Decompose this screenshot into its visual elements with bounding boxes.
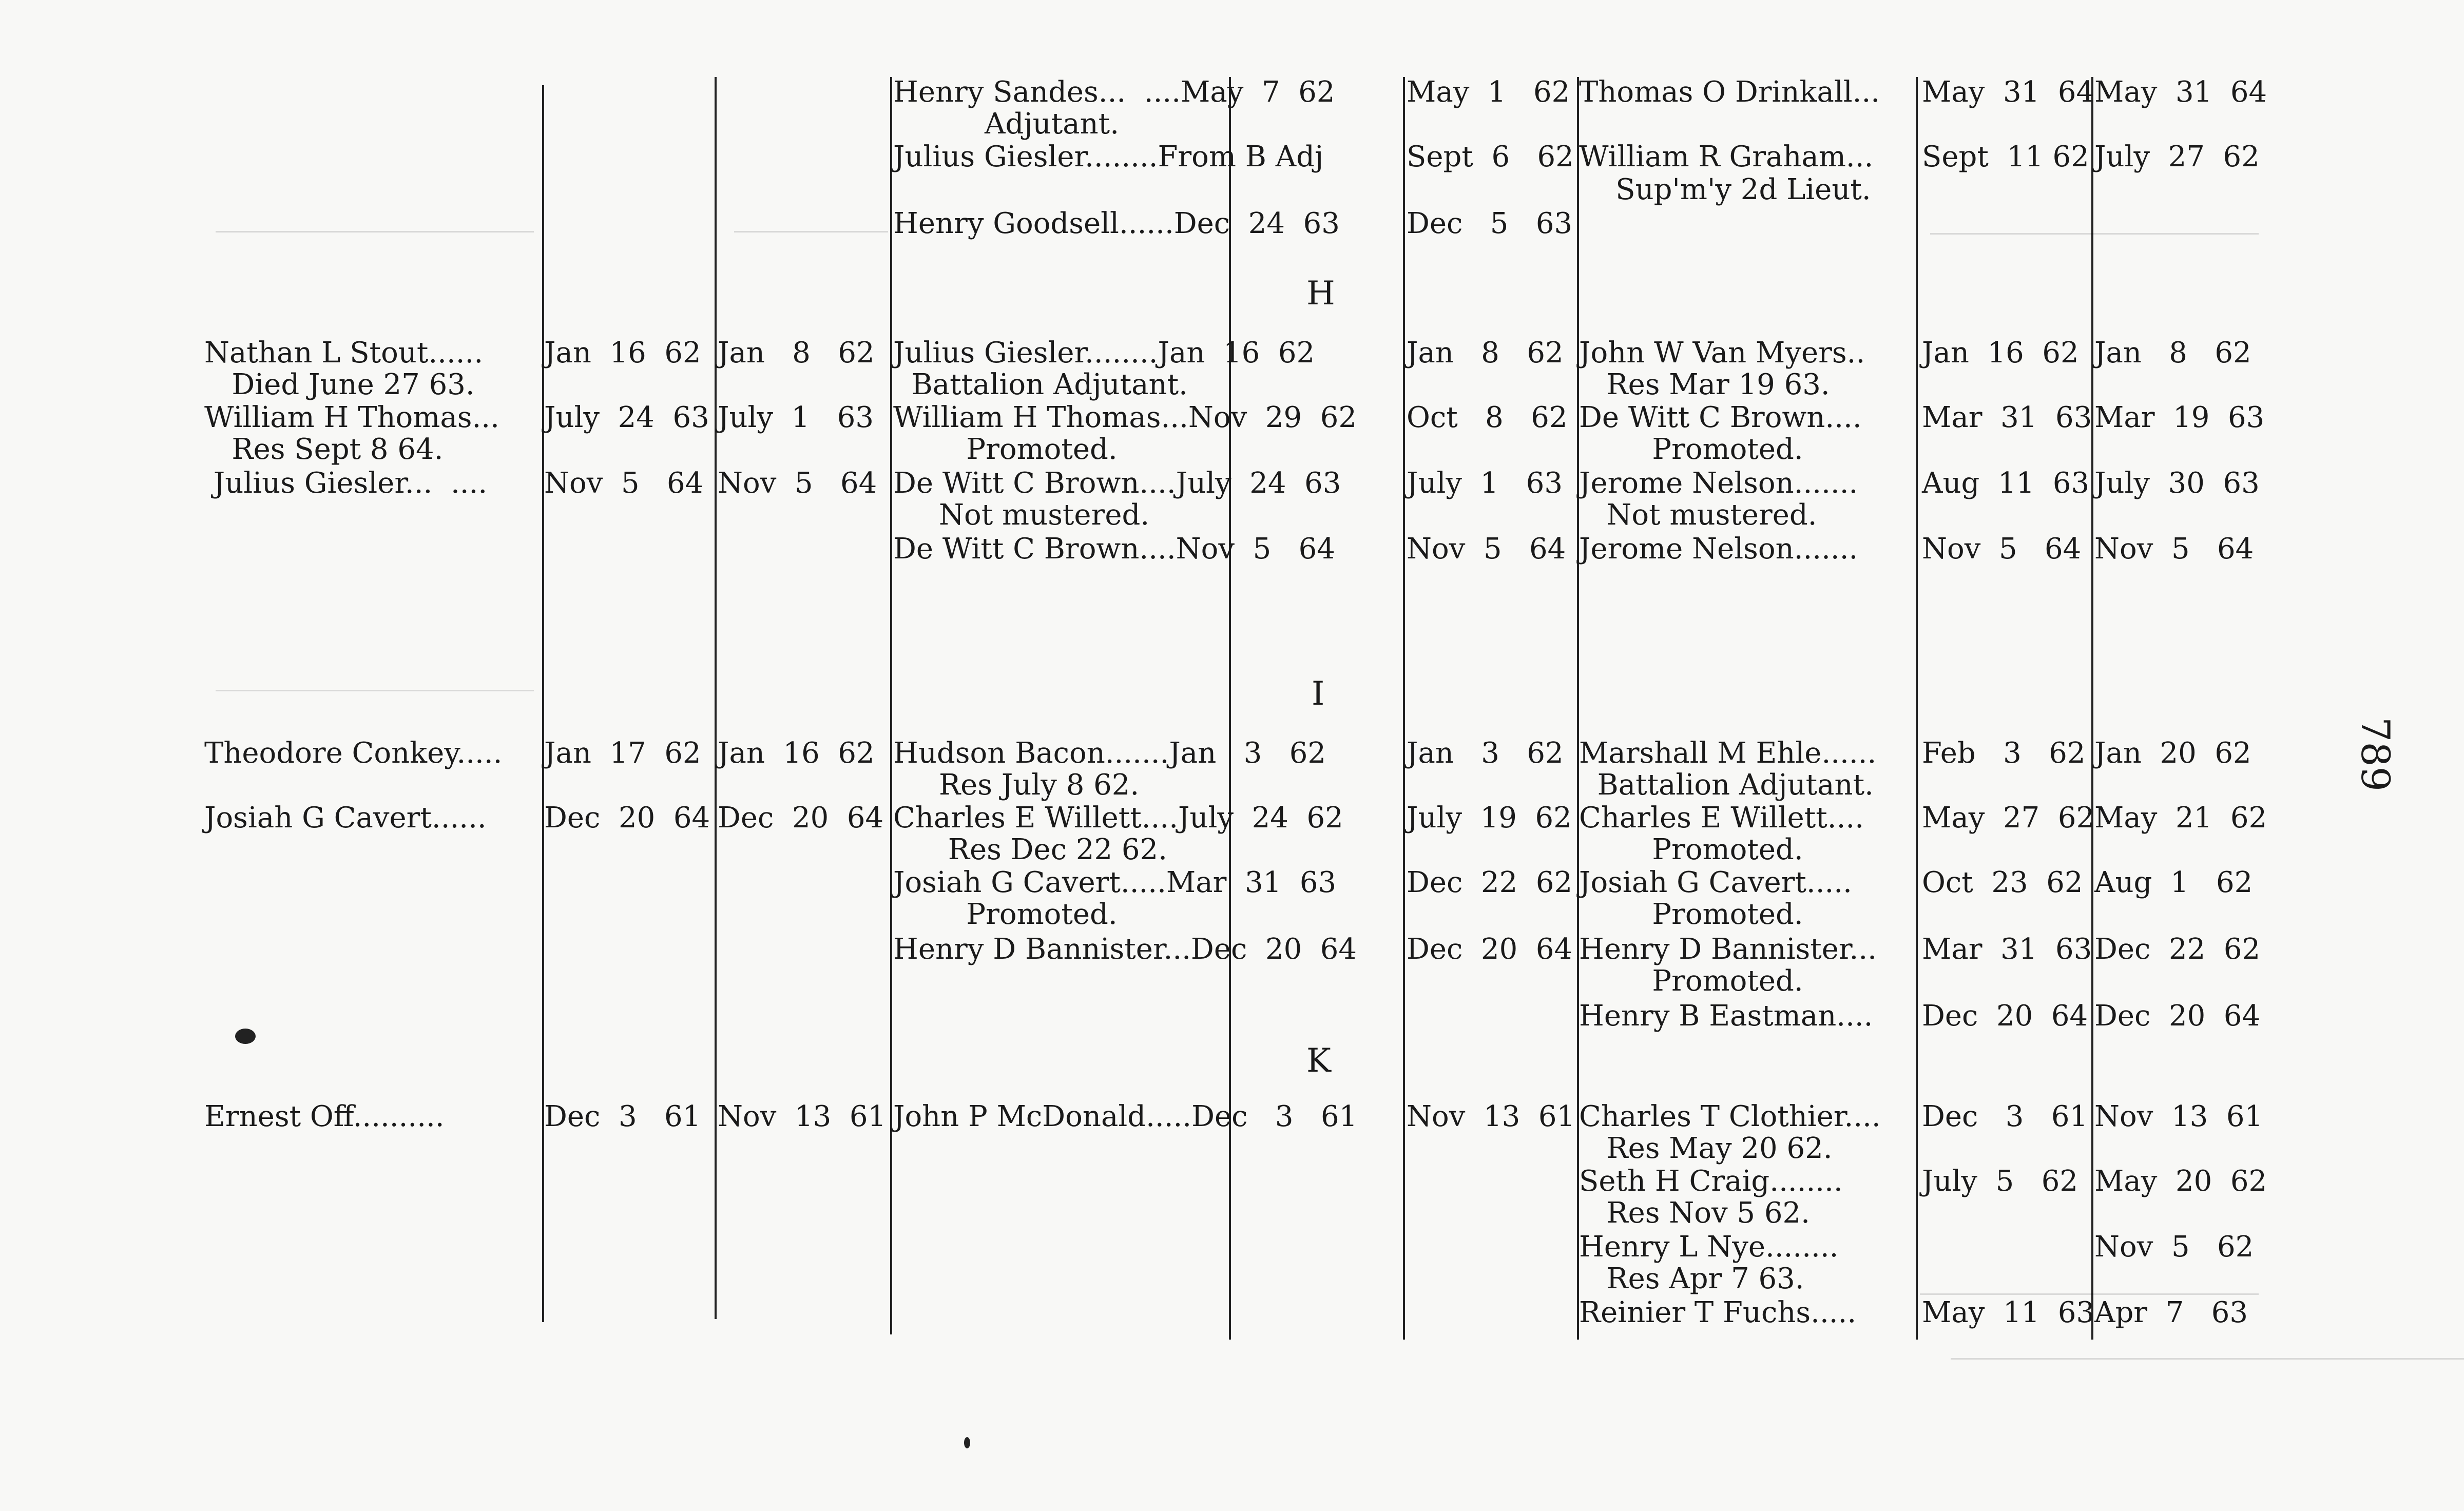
bleed-through-line — [1951, 1358, 2464, 1360]
table-cell: July 30 63 — [2094, 467, 2260, 500]
table-cell: Not mustered. — [893, 498, 1150, 532]
table-cell: July 1 63 — [718, 401, 874, 434]
table-cell: Promoted. — [1579, 964, 1803, 998]
table-cell: William H Thomas...Nov 29 62 — [893, 401, 1357, 434]
column-rule — [1916, 77, 1918, 1340]
table-cell: Jan 8 62 — [1407, 336, 1564, 370]
table-cell: Res Sept 8 64. — [204, 433, 444, 466]
bleed-through-line — [734, 231, 888, 233]
section-heading-k: K — [1306, 1042, 1331, 1080]
table-cell: Promoted. — [893, 433, 1118, 466]
table-cell: Promoted. — [893, 898, 1118, 931]
table-cell: Res May 20 62. — [1579, 1132, 1833, 1165]
table-cell: Jerome Nelson....... — [1579, 467, 1858, 500]
table-cell: Res Dec 22 62. — [893, 833, 1167, 866]
ink-speck — [235, 1029, 256, 1044]
table-cell: Jan 16 62 — [718, 737, 875, 770]
table-cell: July 19 62 — [1407, 801, 1572, 835]
table-cell: Henry Goodsell......Dec 24 63 — [893, 207, 1340, 240]
table-cell: Dec 22 62 — [1407, 866, 1573, 899]
table-cell: Henry L Nye........ — [1579, 1230, 1839, 1264]
table-cell: Ernest Off.......... — [204, 1100, 445, 1133]
table-cell: Apr 7 63 — [2094, 1296, 2248, 1329]
column-rule — [715, 77, 717, 1319]
table-cell: Nov 5 62 — [2094, 1230, 2254, 1264]
column-rule — [2091, 77, 2093, 1340]
table-cell: Charles E Willett.... — [1579, 801, 1864, 835]
bleed-through-line — [216, 231, 534, 233]
page-number: 789 — [2353, 716, 2399, 792]
table-cell: Nov 5 64 — [2094, 532, 2254, 566]
table-cell: Oct 23 62 — [1922, 866, 2083, 899]
table-cell: Jan 16 62 — [1922, 336, 2079, 370]
table-cell: Res Apr 7 63. — [1579, 1262, 1804, 1295]
table-cell: May 21 62 — [2094, 801, 2267, 835]
table-cell: Mar 31 63 — [1922, 401, 2092, 434]
table-cell: Oct 8 62 — [1407, 401, 1568, 434]
table-cell: Marshall M Ehle...... — [1579, 737, 1877, 770]
table-cell: Nov 13 61 — [1407, 1100, 1575, 1133]
table-cell: Josiah G Cavert..... — [1579, 866, 1852, 899]
table-cell: Jerome Nelson....... — [1579, 532, 1858, 566]
table-cell: Nov 13 61 — [718, 1100, 887, 1133]
table-cell: Thomas O Drinkall... — [1579, 75, 1880, 109]
table-cell: Seth H Craig........ — [1579, 1165, 1843, 1198]
column-rule — [1403, 77, 1405, 1340]
table-cell: Aug 11 63 — [1922, 467, 2090, 500]
table-cell: Jan 8 62 — [718, 336, 875, 370]
table-cell: Feb 3 62 — [1922, 737, 2086, 770]
table-cell: William R Graham... — [1579, 140, 1874, 173]
table-cell: Promoted. — [1579, 433, 1803, 466]
table-cell: Res Mar 19 63. — [1579, 368, 1830, 401]
table-cell: Dec 20 64 — [1407, 933, 1573, 966]
table-cell: Sup'm'y 2d Lieut. — [1579, 173, 1871, 206]
table-cell: Dec 20 64 — [2094, 999, 2261, 1033]
bleed-through-line — [1920, 1293, 2259, 1295]
table-cell: May 20 62 — [2094, 1165, 2267, 1198]
column-rule — [1229, 77, 1231, 1340]
column-rule — [890, 77, 892, 1334]
section-heading-i: I — [1312, 675, 1325, 713]
table-cell: Nov 13 61 — [2094, 1100, 2263, 1133]
table-cell: Julius Giesler........From B Adj — [893, 140, 1324, 173]
table-cell: Josiah G Cavert...... — [204, 801, 487, 835]
table-cell: Res Nov 5 62. — [1579, 1196, 1810, 1230]
ink-speck — [964, 1437, 970, 1448]
table-cell: Res July 8 62. — [893, 768, 1140, 802]
table-cell: Dec 20 64 — [718, 801, 884, 835]
table-cell: Nov 5 64 — [1922, 532, 2082, 566]
table-cell: Dec 20 64 — [1922, 999, 2088, 1033]
table-cell: Mar 31 63 — [1922, 933, 2092, 966]
table-cell: Henry D Bannister...Dec 20 64 — [893, 933, 1357, 966]
table-cell: Battalion Adjutant. — [1579, 768, 1874, 802]
table-cell: Jan 17 62 — [544, 737, 701, 770]
table-cell: July 5 62 — [1922, 1165, 2078, 1198]
table-cell: Dec 5 63 — [1407, 207, 1573, 240]
table-cell: May 11 63 — [1922, 1296, 2095, 1329]
table-cell: Died June 27 63. — [204, 368, 475, 401]
table-cell: Julius Giesler... .... — [204, 467, 488, 500]
table-cell: Nov 5 64 — [544, 467, 704, 500]
table-cell: Hudson Bacon.......Jan 3 62 — [893, 737, 1326, 770]
bleed-through-line — [1930, 233, 2259, 235]
table-cell: Jan 16 62 — [544, 336, 701, 370]
table-cell: Sept 6 62 — [1407, 140, 1574, 173]
table-cell: Nathan L Stout...... — [204, 336, 484, 370]
table-cell: Charles T Clothier.... — [1579, 1100, 1881, 1133]
table-cell: Aug 1 62 — [2094, 866, 2253, 899]
table-cell: July 27 62 — [2094, 140, 2260, 173]
table-cell: Dec 22 62 — [2094, 933, 2261, 966]
table-cell: Mar 19 63 — [2094, 401, 2265, 434]
table-cell: De Witt C Brown....Nov 5 64 — [893, 532, 1335, 566]
table-cell: May 31 64 — [1922, 75, 2095, 109]
table-cell: De Witt C Brown....July 24 63 — [893, 467, 1341, 500]
table-cell: Nov 5 64 — [1407, 532, 1566, 566]
table-cell: Jan 8 62 — [2094, 336, 2251, 370]
section-heading-h: H — [1306, 275, 1335, 313]
table-cell: Josiah G Cavert.....Mar 31 63 — [893, 866, 1337, 899]
table-cell: Dec 20 64 — [544, 801, 710, 835]
column-rule — [542, 85, 544, 1322]
table-cell: Jan 20 62 — [2094, 737, 2251, 770]
table-cell: Promoted. — [1579, 898, 1803, 931]
table-cell: Dec 3 61 — [1922, 1100, 2088, 1133]
table-cell: July 1 63 — [1407, 467, 1563, 500]
table-cell: Theodore Conkey..... — [204, 737, 503, 770]
table-cell: Sept 11 62 — [1922, 140, 2089, 173]
table-cell: John P McDonald.....Dec 3 61 — [893, 1100, 1358, 1133]
table-cell: May 1 62 — [1407, 75, 1570, 109]
table-cell: Battalion Adjutant. — [893, 368, 1188, 401]
table-cell: Charles E Willett....July 24 62 — [893, 801, 1343, 835]
bleed-through-line — [216, 690, 534, 691]
table-cell: Adjutant. — [893, 107, 1119, 141]
table-cell: May 31 64 — [2094, 75, 2267, 109]
table-cell: May 27 62 — [1922, 801, 2095, 835]
table-cell: July 24 63 — [544, 401, 709, 434]
table-cell: Henry D Bannister... — [1579, 933, 1877, 966]
table-cell: Julius Giesler........Jan 16 62 — [893, 336, 1315, 370]
table-cell: Not mustered. — [1579, 498, 1817, 532]
table-cell: Nov 5 64 — [718, 467, 877, 500]
table-cell: Dec 3 61 — [544, 1100, 701, 1133]
table-cell: Jan 3 62 — [1407, 737, 1564, 770]
table-cell: Reinier T Fuchs..... — [1579, 1296, 1857, 1329]
table-cell: Henry Sandes... ....May 7 62 — [893, 75, 1335, 109]
table-cell: Henry B Eastman.... — [1579, 999, 1873, 1033]
table-cell: De Witt C Brown.... — [1579, 401, 1862, 434]
table-cell: Promoted. — [1579, 833, 1803, 866]
table-cell: William H Thomas... — [204, 401, 499, 434]
table-cell: John W Van Myers.. — [1579, 336, 1865, 370]
